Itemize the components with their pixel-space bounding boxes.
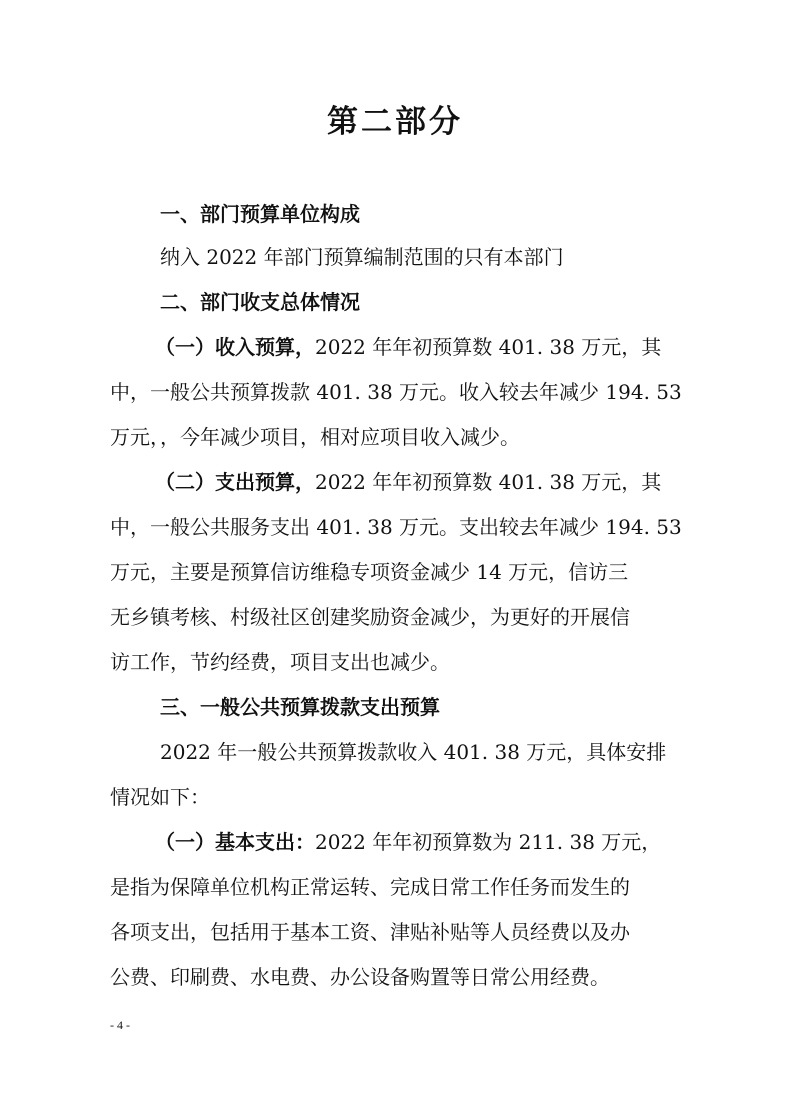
income-paragraph-line1 [155,333,661,361]
income-line3: 万元，，今年减少项目，相对应项目收入减少。 [110,425,520,449]
income-line2: 中，一般公共预算拨款 401. 38 万元。收入较去年减少 194. 53 [110,380,682,404]
basic-paragraph-line1 [155,828,661,856]
section1-heading: 一、部门预算单位构成 [160,202,360,226]
expense-line1-text: 2022 年年初预算数 401. 38 万元，其 [315,470,662,494]
expense-line5: 访工作，节约经费，项目支出也减少。 [110,650,450,674]
page-number: - 4 - [110,1018,130,1032]
basic-line1-text: 2022 年年初预算数为 211. 38 万元， [315,830,662,854]
section3-heading: 三、一般公共预算拨款支出预算 [160,695,440,719]
expense-label: （二）支出预算， [155,470,315,494]
section1-text: 纳入 2022 年部门预算编制范围的只有本部门 [160,245,564,269]
basic-label: （一）基本支出： [155,830,315,854]
income-line1-text: 2022 年年初预算数 401. 38 万元，其 [315,335,662,359]
section3-intro-line1: 2022 年一般公共预算拨款收入 401. 38 万元，具体安排 [160,740,667,764]
expense-line4: 无乡镇考核、村级社区创建奖励资金减少，为更好的开展信 [110,605,630,629]
basic-line3: 各项支出，包括用于基本工资、津贴补贴等人员经费以及办 [110,920,630,944]
income-label: （一）收入预算， [155,335,315,359]
basic-line4: 公费、印刷费、水电费、办公设备购置等日常公用经费。 [110,965,610,989]
page-title: 第二部分 [327,104,463,140]
expense-line2: 中，一般公共服务支出 401. 38 万元。支出较去年减少 194. 53 [110,515,682,539]
expense-line3: 万元，主要是预算信访维稳专项资金减少 14 万元，信访三 [110,560,629,584]
section2-heading: 二、部门收支总体情况 [160,290,360,314]
expense-paragraph-line1 [155,468,661,496]
basic-line2: 是指为保障单位机构正常运转、完成日常工作任务而发生的 [110,875,630,899]
section3-intro-line2: 情况如下： [110,785,210,809]
